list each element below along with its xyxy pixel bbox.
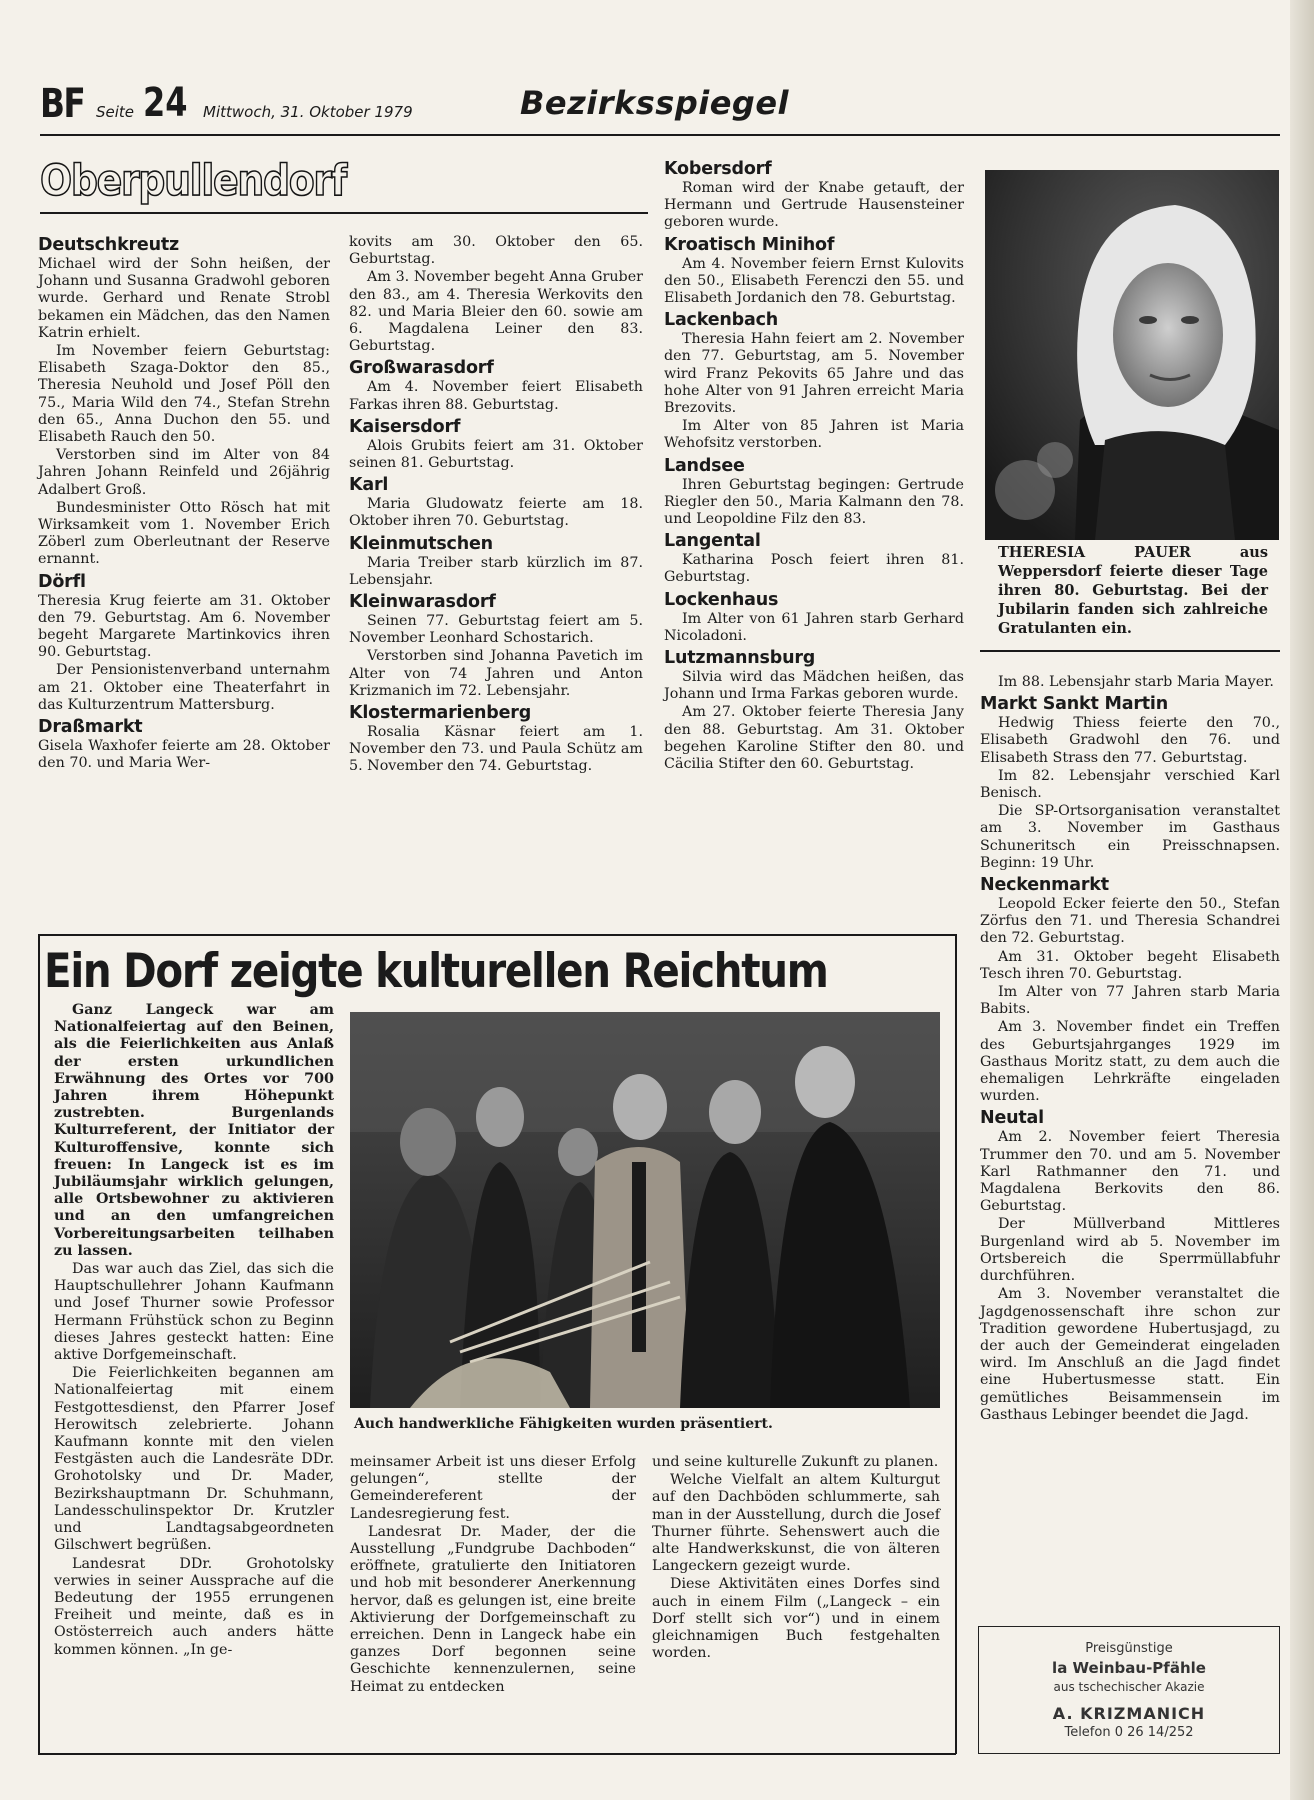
heading-neckenmarkt: Neckenmarkt (980, 875, 1109, 896)
heading-karl: Karl (349, 475, 389, 496)
feature-photo (350, 1012, 940, 1408)
paragraph: Die SP-Ortsorganisation veranstaltet am 3. November im Gasthaus Schuneritsch ein Preisschnapsen. Beginn: 19 Uhr. (980, 803, 1280, 871)
paragraph: Am 31. Oktober begeht Elisabeth Tesch ihren 70. Geburtstag. (980, 948, 1280, 982)
heading-lackenbach: Lackenbach (664, 310, 778, 331)
paragraph: Der Pensionistenverband unternahm am 21. Oktober eine Theaterfahrt in das Kulturzentrum Mattersburg. (38, 662, 330, 713)
paragraph: Gisela Waxhofer feierte am 28. Oktober den 70. und Maria Wer- (38, 738, 330, 772)
heading-markt-sankt-martin: Markt Sankt Martin (980, 694, 1168, 715)
portrait-photo (985, 170, 1279, 540)
heading-kaisersdorf: Kaisersdorf (349, 416, 461, 437)
heading-drassmarkt: Draßmarkt (38, 717, 143, 738)
column-1 (38, 232, 330, 773)
paragraph: Am 2. November feiert Theresia Trummer den 70. und am 5. November Karl Rathmanner den 71. und Magdalena Berkovits den 86. Geburtstag. (980, 1129, 1280, 1215)
paragraph: Michael wird der Sohn heißen, der Johann und Susanna Gradwohl geboren wurde. Gerhard und Renate Strobl bekamen ein Mädchen, das den Namen Katrin erhielt. (38, 256, 330, 341)
paragraph: Ihren Geburtstag begingen: Gertrude Riegler den 50., Maria Kalmann den 78. und Leopoldine Filz den 83. (664, 476, 964, 528)
paragraph: Am 4. November feiert Elisabeth Farkas ihren 88. Geburtstag. (349, 379, 643, 413)
feature-headline: Ein Dorf zeigte kulturellen Reichtum (44, 944, 828, 999)
paragraph: Am 4. November feiern Ernst Kulovits den 50., Elisabeth Ferenczi den 55. und Elisabeth Jordanich den 78. Geburtstag. (664, 255, 964, 307)
paragraph: Rosalia Käsnar feiert am 1. November den 73. und Paula Schütz am 5. November den 74. Geburtstag. (349, 724, 643, 775)
paragraph: Katharina Posch feiert ihren 81. Geburtstag. (664, 552, 964, 586)
paragraph: Bundesminister Otto Rösch hat mit Wirksamkeit vom 1. November Erich Zöberl zum Oberleutnant der Reserve ernannt. (38, 499, 330, 568)
heading-langental: Langental (664, 531, 761, 552)
paragraph: Im November feiern Geburtstag: Elisabeth Szaga-Doktor den 85., Theresia Neuhold und Josef Pöll den 75., Maria Wild den 74., Stefan Strehn den 65., Anna Duchon den 55. und Elisabeth Rauch den 50. (38, 343, 330, 446)
heading-kleinmutschen: Kleinmutschen (349, 533, 493, 554)
paragraph: kovits am 30. Oktober den 65. Geburtstag. (349, 234, 643, 268)
feature-column-3 (652, 1454, 940, 1663)
feature-image (350, 1012, 940, 1408)
paragraph: Theresia Hahn feiert am 2. November den 77. Geburtstag, am 5. November wird Franz Pekovits 65 Jahre und das hohe Alter von 91 Jahren erreicht Maria Brezovits. (664, 331, 964, 417)
heading-kroatisch-minihof: Kroatisch Minihof (664, 234, 835, 255)
paragraph: Im Alter von 85 Jahren ist Maria Wehofsitz verstorben. (664, 418, 964, 452)
paragraph: Im Alter von 77 Jahren starb Maria Babits. (980, 984, 1280, 1018)
paragraph: Welche Vielfalt an altem Kulturgut auf den Dachböden schlummerte, sah man in der Ausstellung, durch die Josef Thurner führte. Sehenswert auch die alte Handwerkskunst, die von älteren Langeckern gezeigt wurde. (652, 1472, 940, 1575)
ad-phone: Telefon 0 26 14/252 (1064, 1725, 1194, 1740)
feature-lead: Ganz Langeck war am Nationalfeiertag auf den Beinen, als die Feierlichkeiten aus Anlaß der ersten urkundlichen Erwähnung des Ortes vor 700 Jahren ihrem Höhepunkt zustrebten. Burgenlands Kulturreferent, der Initiator der Kulturoffensive, konnte sich freuen: In Langeck ist es im Jubiläumsjahr wirklich gelungen, alle Ortsbewohner zu aktivieren und an den umfangreichen Vorbereitungsarbeiten teilhaben zu lassen. (54, 1002, 334, 1259)
section-title: Bezirksspiegel (520, 84, 789, 122)
caption-rule (980, 650, 1280, 652)
heading-grosswarasdorf: Großwarasdorf (349, 358, 494, 379)
paragraph: Am 3. November findet ein Treffen des Geburtsjahrganges 1929 im Gasthaus Moritz statt, zu dem auch die ehemaligen Lehrkräfte eingeladen wurden. (980, 1019, 1280, 1105)
ad-company-name: A. KRIZMANICH (1052, 1704, 1206, 1723)
heading-kleinwarasdorf: Kleinwarasdorf (349, 592, 496, 613)
heading-neutal: Neutal (980, 1108, 1044, 1129)
paragraph: Die Feierlichkeiten begannen am Nationalfeiertag mit einem Festgottesdienst, den Pfarrer Josef Herowitsch zelebrierte. Johann Kaufmann konnte mit den vielen Festgästen auch die Landesräte DDr. Grohotolsky und Dr. Mader, Bezirkshauptmann Dr. Schuhmann, Landesschulinspektor Dr. Krutzler und Landtagsabgeordneten Gilschwert begrüßen. (54, 1365, 334, 1554)
feature-right-rule (955, 934, 957, 1754)
paragraph: Maria Treiber starb kürzlich im 87. Lebensjahr. (349, 554, 643, 588)
column-3 (664, 156, 964, 774)
feature-bottom-rule (38, 1753, 956, 1755)
heading-lockenhaus: Lockenhaus (664, 589, 779, 610)
heading-kobersdorf: Kobersdorf (664, 159, 772, 179)
paragraph: Leopold Ecker feierte den 50., Stefan Zörfus den 71. und Theresia Schandrei den 72. Geburtstag. (980, 896, 1280, 947)
paragraph: Landesrat DDr. Grohotolsky verwies in seiner Aussprache auf die Bedeutung der 1955 errungenen Freiheit und meinte, daß es in Ostösterreich auch anders hätte kommen können. „In ge- (54, 1555, 334, 1658)
heading-klostermarienberg: Klostermarienberg (349, 703, 532, 724)
paragraph: meinsamer Arbeit ist uns dieser Erfolg gelungen“, stellte der Gemeindereferent der Landesregierung fest. (350, 1454, 636, 1522)
heading-deutschkreutz: Deutschkreutz (38, 235, 180, 255)
paragraph: Am 3. November veranstaltet die Jagdgenossenschaft ihre schon zur Tradition gewordene Hubertusjagd, zu der auch der Gemeinderat eingeladen wird. Im Anschluß an die Jagd findet eine Hubertusmesse statt. Ein gemütliches Beisammensein im Gasthaus Lebinger beendet die Jagd. (980, 1286, 1280, 1423)
column-4 (980, 674, 1280, 1425)
paragraph: Verstorben sind im Alter von 84 Jahren Johann Reinfeld und 26jährig Adalbert Groß. (38, 447, 330, 498)
advertisement (978, 1626, 1280, 1754)
paragraph: Der Müllverband Mittleres Burgenland wird ab 5. November im Ortsbereich die Sperrmüllabfuhr durchführen. (980, 1216, 1280, 1285)
ad-line-2: la Weinbau-Pfähle (1052, 1659, 1206, 1677)
paragraph: Roman wird der Knabe getauft, der Hermann und Gertrude Hausensteiner geboren wurde. (664, 180, 964, 231)
issue-date: Mittwoch, 31. Oktober 1979 (203, 103, 413, 121)
paragraph: und seine kulturelle Zukunft zu planen. (652, 1454, 939, 1470)
ad-line-3: aus tschechischer Akazie (1053, 1680, 1205, 1694)
heading-lutzmannsburg: Lutzmannsburg (664, 648, 816, 669)
paragraph: Im 88. Lebensjahr starb Maria Mayer. (998, 674, 1274, 690)
page-number: 24 (143, 80, 188, 126)
feature-photo-caption: Auch handwerkliche Fähigkeiten wurden präsentiert. (354, 1416, 773, 1432)
paragraph: Seinen 77. Geburtstag feiert am 5. November Leonhard Schostarich. (349, 613, 643, 647)
feature-column-2 (350, 1454, 636, 1697)
feature-left-rule (38, 934, 40, 1754)
paragraph: Diese Aktivitäten eines Dorfes sind auch in einem Film („Langeck – ein Dorf stellt sich vor“) und in einem gleichnamigen Buch festgehalten worden. (652, 1576, 940, 1662)
portrait-image (985, 170, 1279, 540)
paragraph: Theresia Krug feierte am 31. Oktober den 79. Geburtstag. Am 6. November begeht Margarete Martinkovics ihren 90. Geburtstag. (38, 592, 330, 661)
feature-top-rule (38, 934, 956, 936)
feature-column-1 (54, 1002, 334, 1660)
paragraph: Alois Grubits feiert am 31. Oktober seinen 81. Geburtstag. (349, 437, 643, 472)
paragraph: Am 27. Oktober feierte Theresia Jany den 88. Geburtstag. Am 31. Oktober begehen Karoline Stifter den 80. und Cäcilia Stifter den 60. Geburtstag. (664, 704, 964, 773)
page-label: Seite (96, 103, 135, 121)
heading-doerfl: Dörfl (38, 571, 86, 592)
paragraph: Maria Gludowatz feierte am 18. Oktober ihren 70. Geburtstag. (349, 496, 643, 530)
region-title: Oberpullendorf (40, 156, 346, 206)
ad-line-1: Preisgünstige (1085, 1641, 1173, 1656)
region-rule (40, 212, 648, 214)
paragraph: Silvia wird das Mädchen heißen, das Johann und Irma Farkas geboren wurde. (664, 669, 964, 703)
paragraph: Das war auch das Ziel, das sich die Hauptschullehrer Johann Kaufmann und Josef Thurner sowie Professor Hermann Frühstück schon zu Beginn dieses Jahres gesteckt hatten: Eine aktive Dorfgemeinschaft. (54, 1261, 334, 1364)
page-edge (1290, 0, 1314, 1800)
paragraph: Im Alter von 61 Jahren starb Gerhard Nicoladoni. (664, 610, 964, 644)
header-rule (40, 134, 1280, 136)
brand-logo: BF (40, 81, 85, 127)
column-2 (349, 234, 643, 777)
portrait-caption: THERESIA PAUER aus Weppersdorf feierte dieser Tage ihren 80. Geburtstag. Bei der Jubilarin fanden sich zahlreiche Gratulanten ein. (998, 544, 1268, 637)
paragraph: Am 3. November begeht Anna Gruber den 83., am 4. Theresia Werkovits den 82. und Maria Bleier den 60. sowie am 6. Magdalena Leiner den 83. Geburtstag. (349, 269, 643, 355)
paragraph: Hedwig Thiess feierte den 70., Elisabeth Gradwohl den 76. und Elisabeth Strass den 77. Geburtstag. (980, 715, 1280, 766)
heading-landsee: Landsee (664, 455, 745, 476)
paragraph: Verstorben sind Johanna Pavetich im Alter von 74 Jahren und Anton Krizmanich im 72. Lebensjahr. (349, 648, 643, 699)
paragraph: Landesrat Dr. Mader, der die Ausstellung „Fundgrube Dachboden“ eröffnete, gratulierte den Initiatoren und hob mit besonderer Anerkennung hervor, daß es gelungen ist, eine breite Aktivierung der Dorfgemeinschaft zu erreichen. Denn in Langeck habe ein ganzes Dorf begonnen seine Geschichte kennenzulernen, seine Heimat zu entdecken (350, 1523, 636, 1695)
paragraph: Im 82. Lebensjahr verschied Karl Benisch. (980, 767, 1280, 802)
